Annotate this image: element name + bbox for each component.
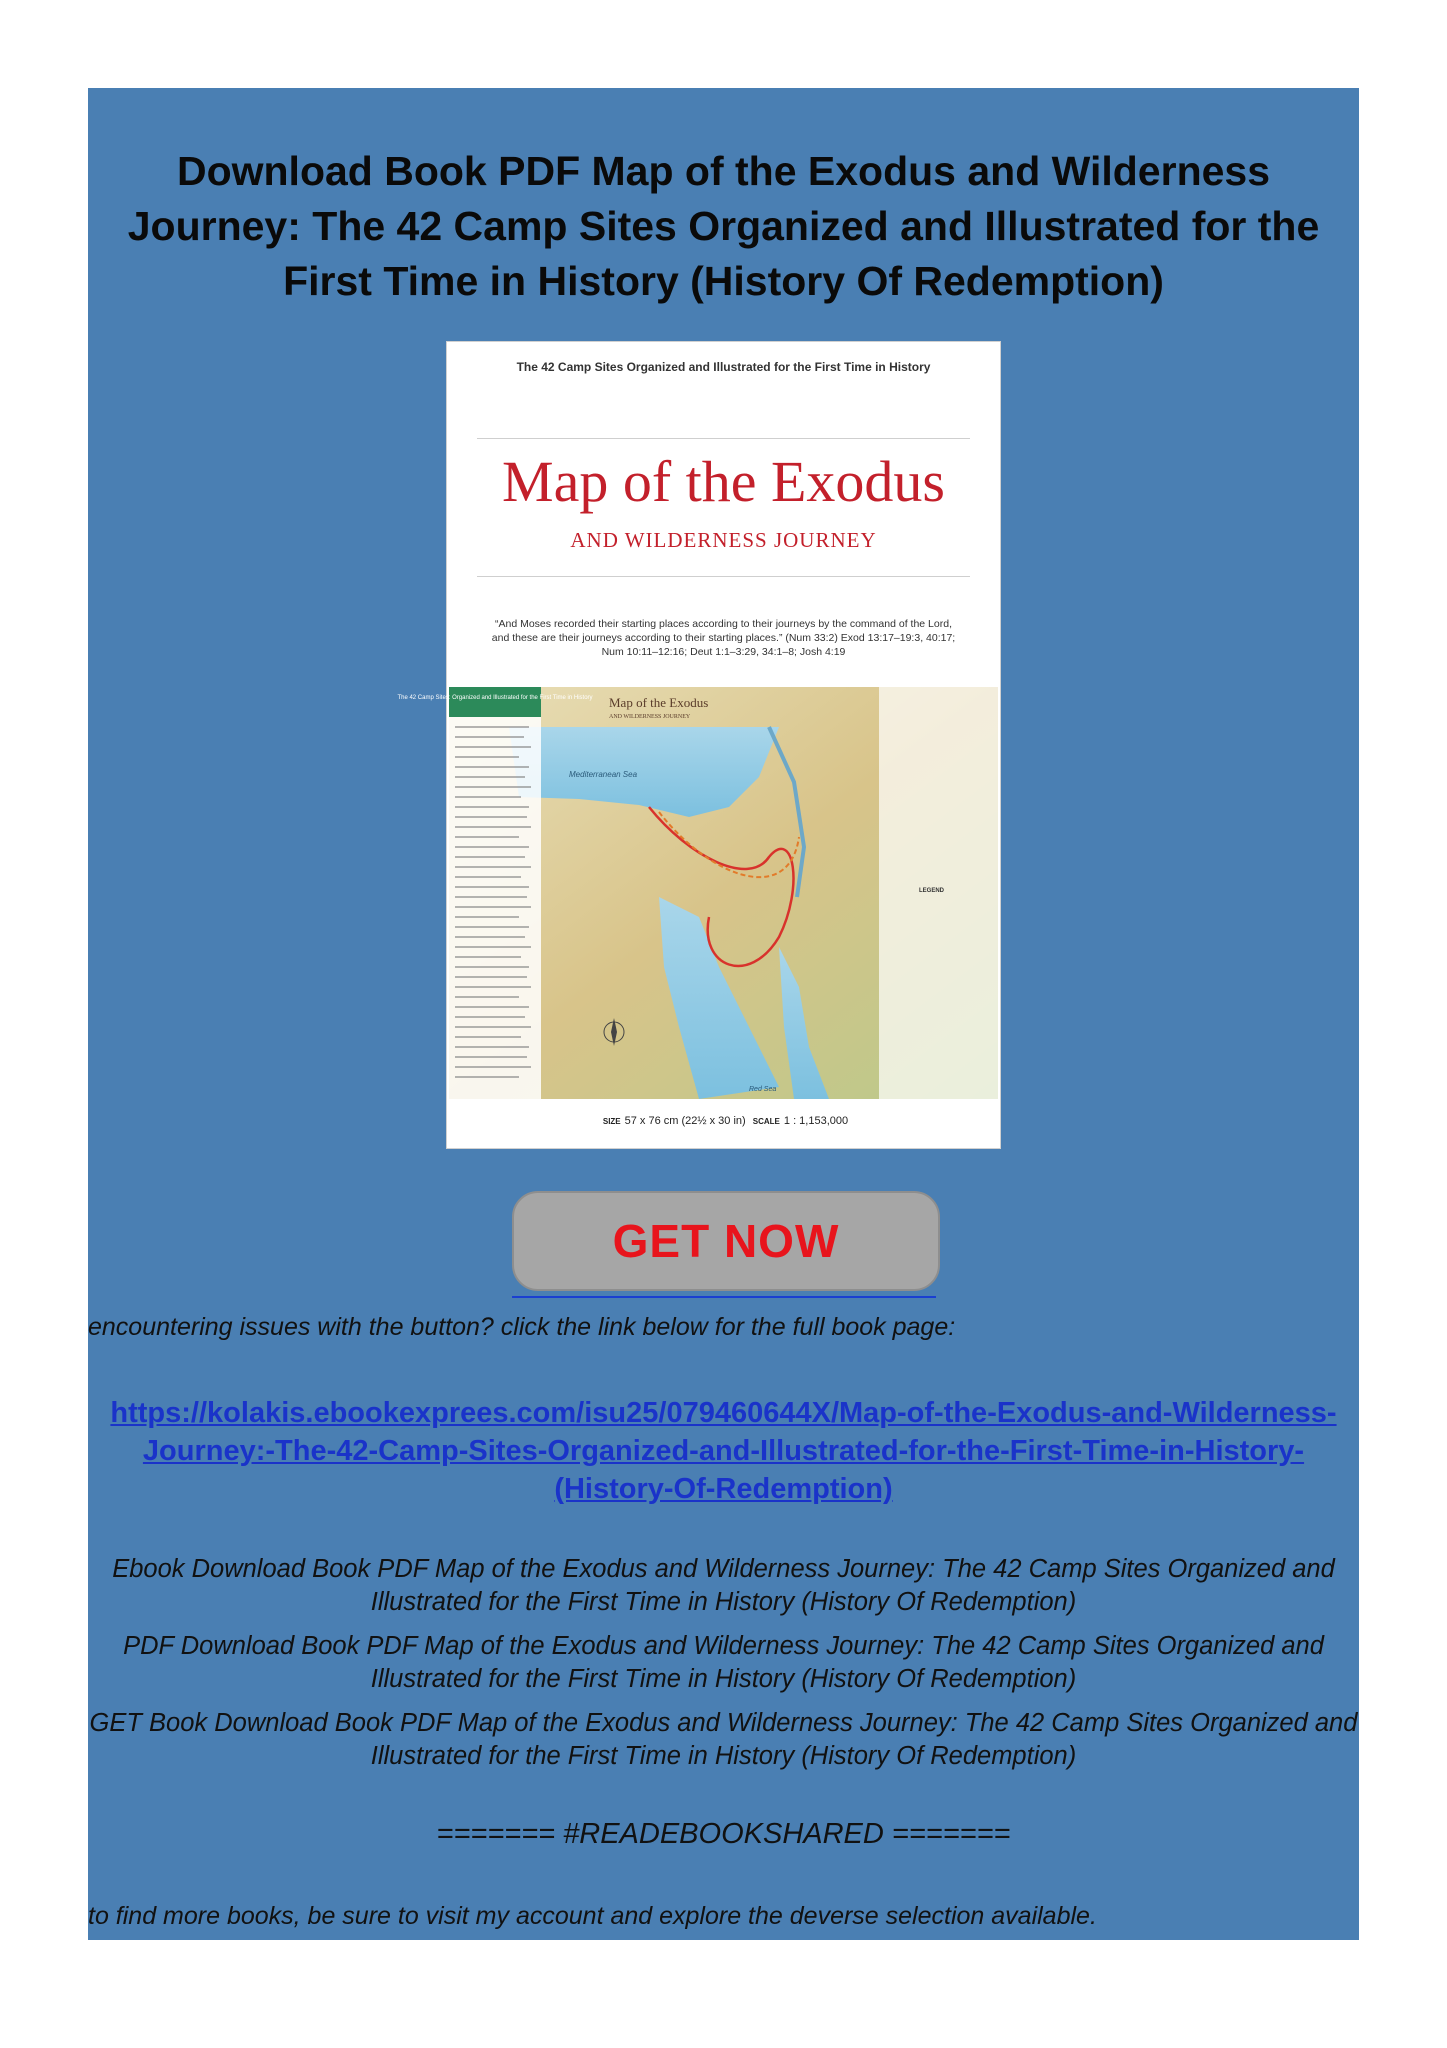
- map-inset-subtitle: AND WILDERNESS JOURNEY: [609, 714, 691, 720]
- button-link-underline[interactable]: [512, 1296, 936, 1298]
- page-title: Download Book PDF Map of the Exodus and Wilderness Journey: The 42 Camp Sites Organized and Illustrated for the First Time in History (History Of Redemption): [127, 148, 1320, 304]
- book-cover[interactable]: [397, 342, 1000, 1148]
- size-label: SIZE: [602, 1117, 621, 1126]
- button-issue-note: encountering issues with the button? click the link below for the full book page:: [88, 1313, 956, 1341]
- map-inset-title: Map of the Exodus: [609, 695, 709, 710]
- map-label-mediterranean: Mediterranean Sea: [569, 770, 638, 779]
- cover-divider: [477, 576, 970, 577]
- cover-divider: [477, 438, 970, 439]
- size-value: 57 x 76 cm (22½ x 30 in): [624, 1115, 746, 1127]
- scale-label: SCALE: [752, 1117, 780, 1126]
- alt-title-get-book: GET Book Download Book PDF Map of the Exodus and Wilderness Journey: The 42 Camp Sites Organized and Illustrated for the First Time in History (History Of Redemption): [89, 1709, 1358, 1770]
- sidebar-heading: The 42 Camp Sites: Organized and Illustrated for the First Time in History: [397, 695, 593, 701]
- alt-title-pdf: PDF Download Book PDF Map of the Exodus and Wilderness Journey: The 42 Camp Sites Organized and Illustrated for the First Time in History (History Of Redemption): [123, 1632, 1324, 1693]
- cover-title: Map of the Exodus: [502, 449, 945, 514]
- get-now-button[interactable]: GET NOW: [512, 1191, 940, 1291]
- full-book-page-link[interactable]: https://kolakis.ebookexprees.com/isu25/079460644X/Map-of-the-Exodus-and-Wilderness-Journey:-The-42-Camp-Sites-Organized-and-Illustrated-for-the-First-Time-in-History-(History-Of-Redemption): [110, 1397, 1337, 1505]
- footer-note: to find more books, be sure to visit my account and explore the deverse selection available.: [88, 1902, 1097, 1930]
- cover-footer: [447, 1115, 1000, 1127]
- sidebar-header: [449, 687, 541, 717]
- cover-map-illustration: [397, 687, 998, 1099]
- map-legend-heading: LEGEND: [919, 888, 945, 894]
- cover-subtitle: AND WILDERNESS JOURNEY: [570, 528, 877, 552]
- map-label-red-sea: Red Sea: [749, 1086, 777, 1093]
- alternate-titles: [88, 1553, 1359, 1784]
- cover-quote: “And Moses recorded their starting places according to their journeys by the command of the Lord, and these are their journeys according to their starting places.” (Num 33:2) Exod 13:17–19:3, 40:17; Num 10:11–12:16; Deut 1:1–3:29, 34:1–8; Josh 4:19: [491, 618, 956, 658]
- page-panel: [88, 88, 1359, 1940]
- scale-value: 1 : 1,153,000: [783, 1115, 849, 1127]
- alt-title-ebook: Ebook Download Book PDF Map of the Exodus and Wilderness Journey: The 42 Camp Sites Organized and Illustrated for the First Time in History (History Of Redemption): [112, 1555, 1335, 1616]
- hashtag-tagline: ======= #READEBOOKSHARED =======: [436, 1818, 1011, 1850]
- cover-top-line: The 42 Camp Sites Organized and Illustrated for the First Time in History: [516, 360, 931, 374]
